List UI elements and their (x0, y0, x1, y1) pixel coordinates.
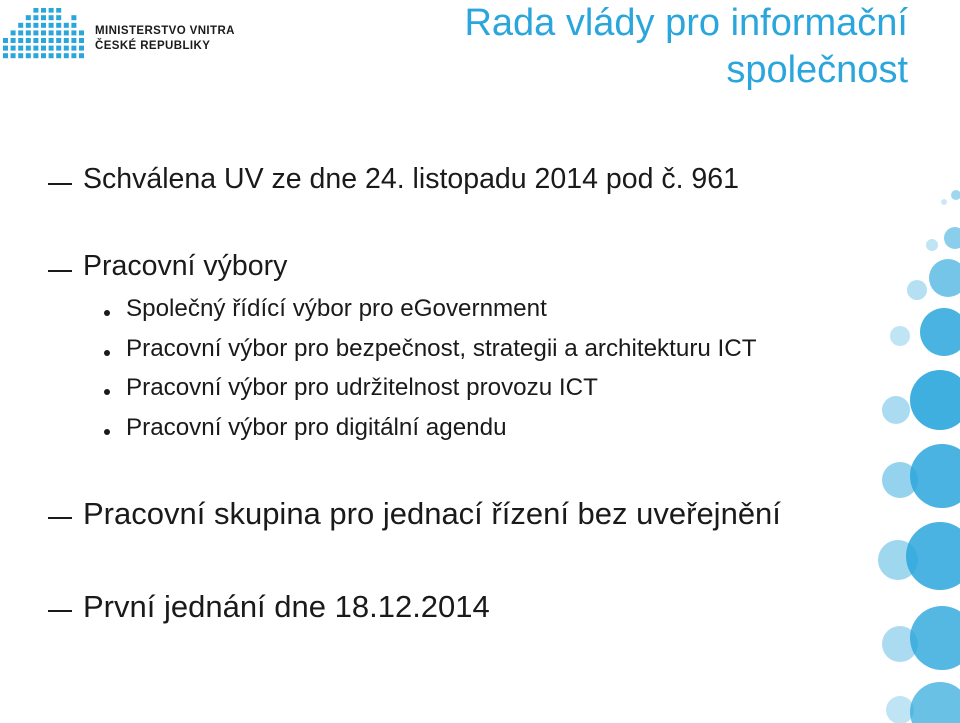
logo-square (64, 30, 69, 35)
working-group-line: Pracovní skupina pro jednací řízení bez uveřejnění (83, 496, 781, 531)
logo-square (26, 53, 31, 58)
circle-pattern-decoration (840, 150, 960, 723)
dash-marker (48, 517, 72, 519)
logo-square (41, 53, 46, 58)
logo-square (33, 38, 38, 43)
logo-square (26, 30, 31, 35)
committee-item: Pracovní výbor pro bezpečnost, strategii a architekturu ICT (126, 335, 757, 362)
logo-square (26, 46, 31, 51)
logo-square (11, 53, 16, 58)
logo-square (49, 53, 54, 58)
logo-line-2: ČESKÉ REPUBLIKY (95, 40, 211, 52)
decor-circle (920, 308, 960, 356)
bullet-marker (104, 310, 110, 316)
decor-circle (910, 682, 960, 723)
logo-square (18, 38, 23, 43)
logo-square (26, 38, 31, 43)
logo-square (26, 23, 31, 28)
approved-line: Schválena UV ze dne 24. listopadu 2014 pod č. 961 (83, 163, 739, 195)
bullet-marker (104, 429, 110, 435)
logo-square (3, 38, 8, 43)
ministry-logo (0, 8, 260, 60)
dash-marker (48, 183, 72, 185)
logo-square (56, 38, 61, 43)
decor-circle (886, 696, 914, 723)
first-meeting-line: První jednání dne 18.12.2014 (83, 589, 490, 624)
bullet-marker (104, 350, 110, 356)
logo-square (49, 38, 54, 43)
logo-line-1: MINISTERSTVO VNITRA (95, 25, 235, 37)
logo-square (56, 8, 61, 13)
logo-square (49, 15, 54, 20)
logo-square (41, 38, 46, 43)
decor-circle (951, 190, 960, 200)
slide-title (308, 0, 908, 94)
title-line-1: Rada vlády pro informační (464, 2, 908, 44)
logo-square (33, 15, 38, 20)
logo-square (3, 46, 8, 51)
logo-square (49, 8, 54, 13)
logo-square (41, 15, 46, 20)
decor-circle (910, 370, 960, 430)
logo-square (79, 38, 84, 43)
committee-item: Pracovní výbor pro udržitelnost provozu ICT (126, 374, 598, 401)
logo-square (71, 46, 76, 51)
logo-square (56, 30, 61, 35)
logo-square (56, 46, 61, 51)
decor-circle (944, 227, 960, 249)
logo-square (33, 46, 38, 51)
logo-square (71, 53, 76, 58)
logo-square (56, 53, 61, 58)
logo-square (41, 30, 46, 35)
decor-circle (941, 199, 947, 205)
logo-square (11, 30, 16, 35)
committee-item: Pracovní výbor pro digitální agendu (126, 414, 507, 441)
bullet-marker (104, 389, 110, 395)
decor-circle (890, 326, 910, 346)
logo-square (18, 46, 23, 51)
logo-square (3, 53, 8, 58)
logo-square (49, 23, 54, 28)
committee-item: Společný řídící výbor pro eGovernment (126, 295, 547, 322)
logo-square (18, 53, 23, 58)
logo-square (41, 23, 46, 28)
dash-marker (48, 270, 72, 272)
decor-circle (882, 626, 918, 662)
logo-square (79, 30, 84, 35)
logo-square (26, 15, 31, 20)
logo-square (41, 8, 46, 13)
logo-square (18, 30, 23, 35)
decor-circle (929, 259, 960, 297)
title-line-2: společnost (726, 49, 908, 91)
logo-square (71, 38, 76, 43)
decor-circle (882, 462, 918, 498)
logo-square (49, 46, 54, 51)
decor-circle (878, 540, 918, 580)
committees-heading: Pracovní výbory (83, 250, 288, 282)
decor-circle (882, 396, 910, 424)
logo-square (33, 8, 38, 13)
logo-square (71, 15, 76, 20)
logo-square (41, 46, 46, 51)
logo-square (33, 30, 38, 35)
logo-square (71, 23, 76, 28)
logo-square (11, 38, 16, 43)
ministry-dots-logo-icon (0, 8, 92, 60)
logo-square (64, 53, 69, 58)
logo-square (56, 15, 61, 20)
dash-marker (48, 610, 72, 612)
logo-square (18, 23, 23, 28)
logo-square (64, 46, 69, 51)
logo-square (64, 38, 69, 43)
decor-circle (926, 239, 938, 251)
decor-circle (910, 606, 960, 670)
logo-square (33, 23, 38, 28)
logo-square (79, 53, 84, 58)
decor-circle (907, 280, 927, 300)
logo-square (79, 46, 84, 51)
logo-square (64, 23, 69, 28)
logo-square (33, 53, 38, 58)
logo-square (49, 30, 54, 35)
logo-square (71, 30, 76, 35)
logo-square (11, 46, 16, 51)
logo-text (95, 24, 235, 54)
logo-square (56, 23, 61, 28)
